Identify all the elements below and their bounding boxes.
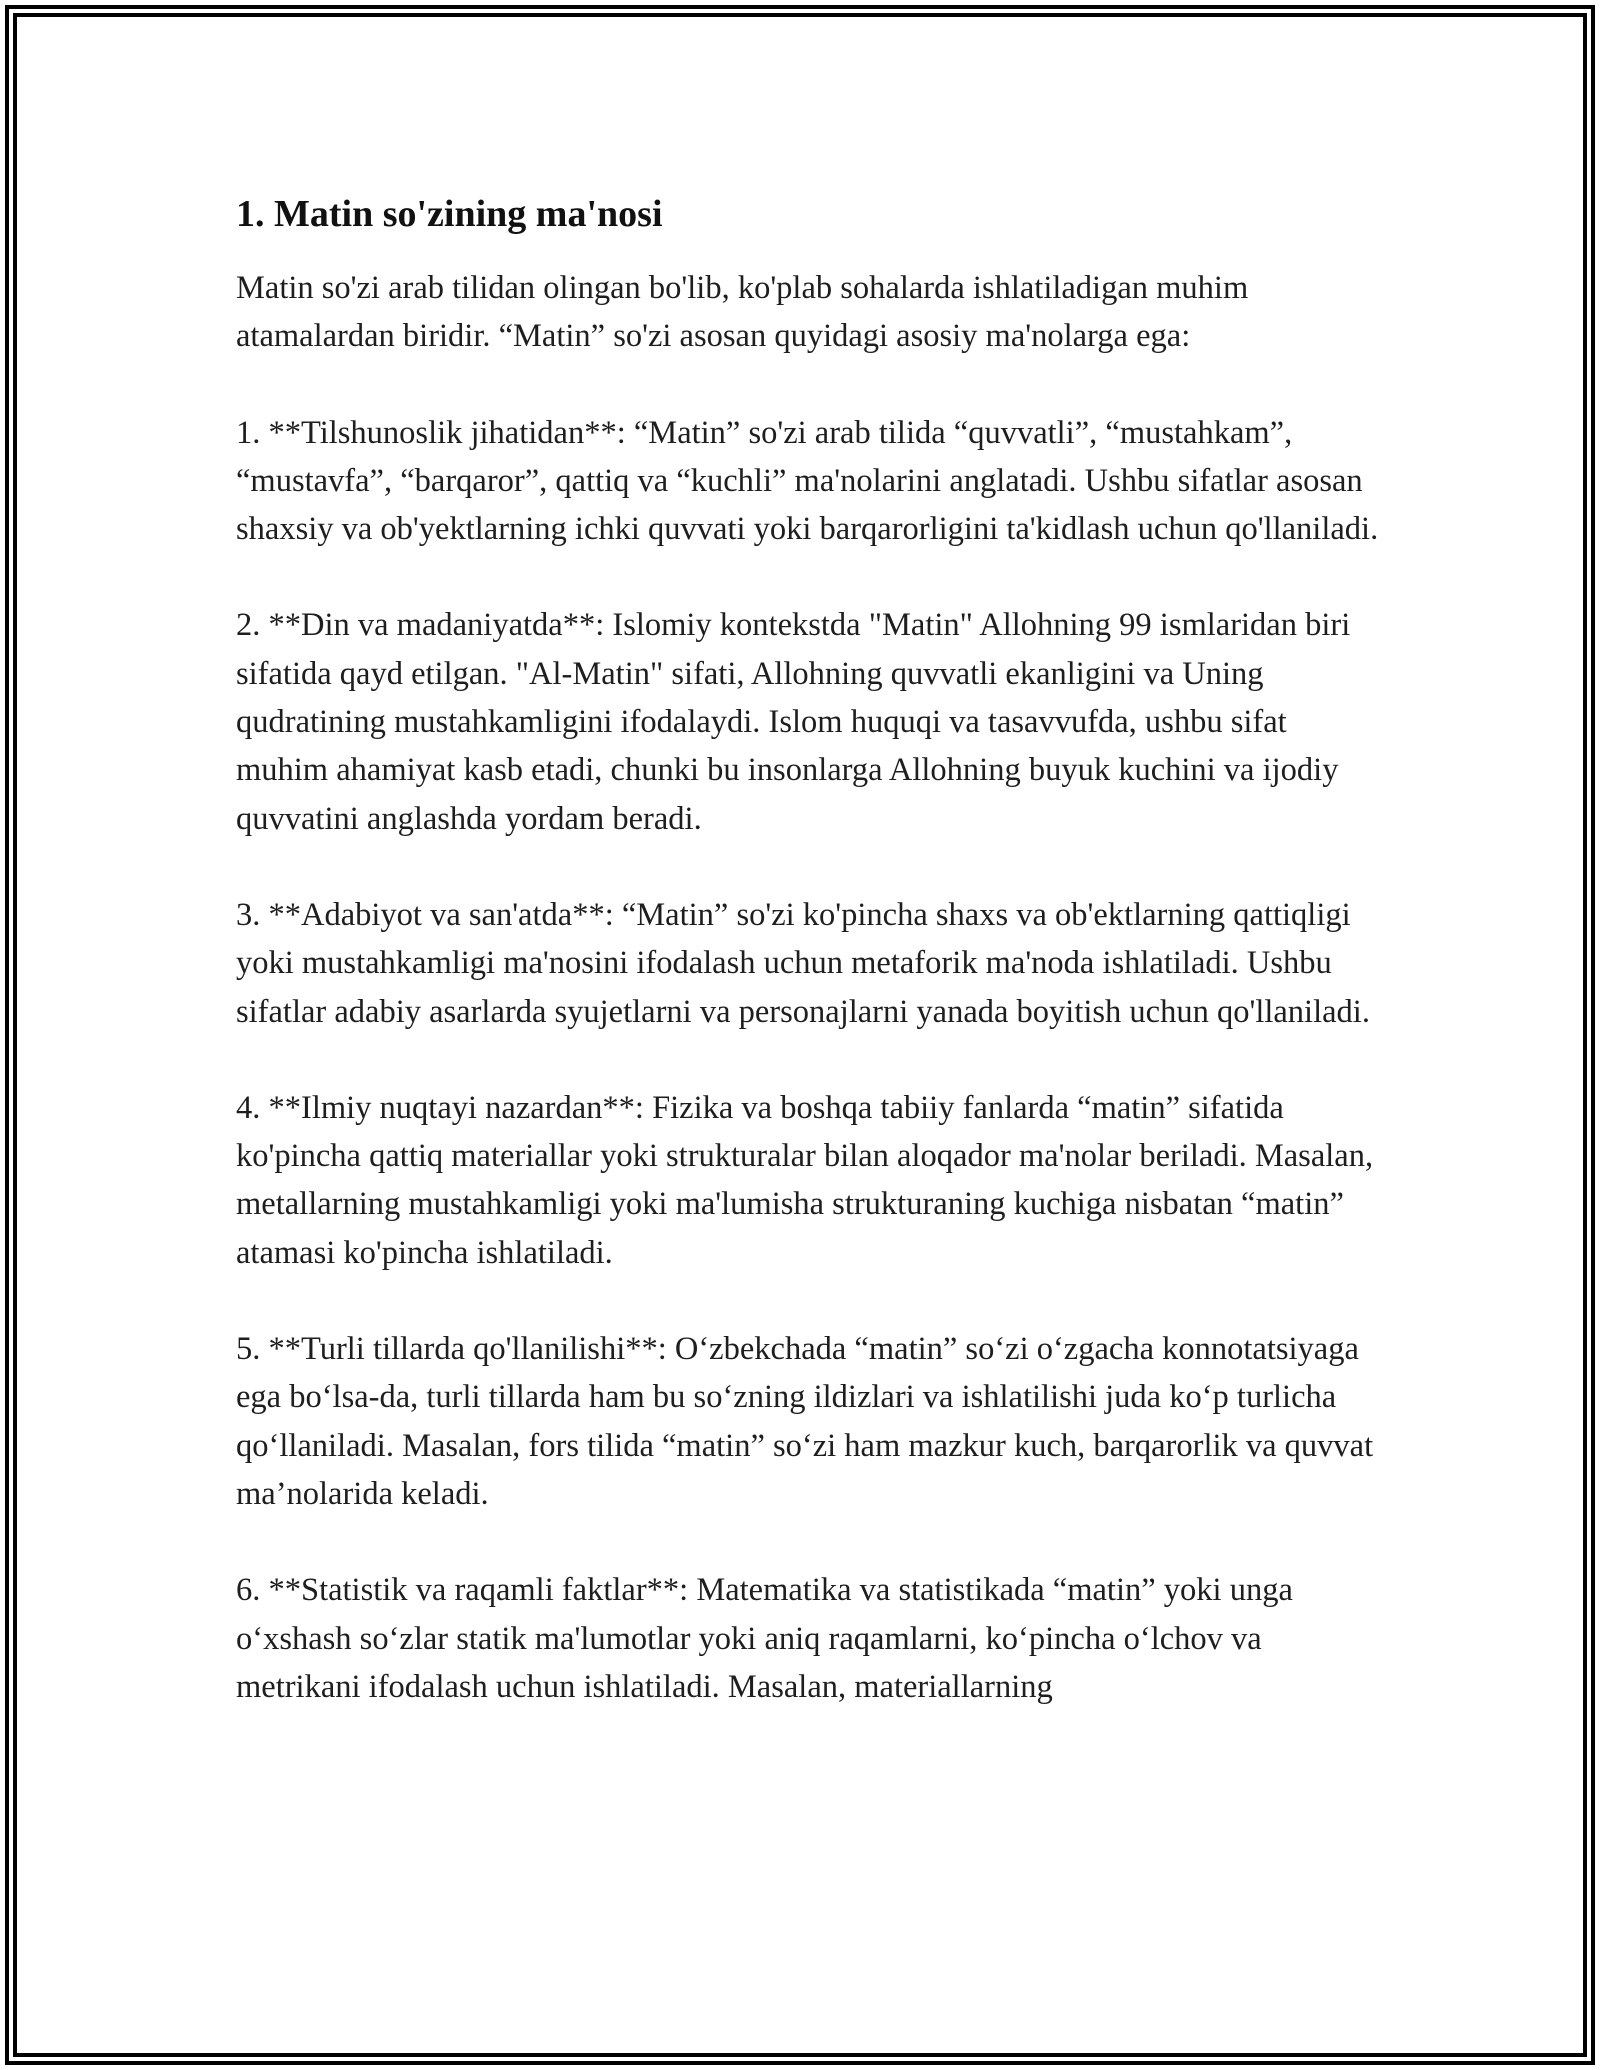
paragraph-statistics: 6. **Statistik va raqamli faktlar**: Matematika va statistikada “matin” yoki unga o‘xshash so‘zlar statik ma'lumotlar yoki aniq raqamlarni, ko‘pincha o‘lchov va metrikani ifodalash uchun ishlatiladi. Masalan, materiallarning xyxy=(236,1572,1293,1705)
paragraph-other-languages: 5. **Turli tillarda qo'llanilishi**: O‘zbekchada “matin” so‘zi o‘zgacha konnotatsiyaga ega bo‘lsa-da, turli tillarda ham bu so‘zning ildizlari va ishlatilishi juda ko‘p turlicha qo‘llaniladi. Masalan, fors tilida “matin” so‘zi ham mazkur kuch, barqarorlik va quvvat ma’nolarida keladi. xyxy=(236,1331,1374,1512)
paragraph-literature-art: 3. **Adabiyot va san'atda**: “Matin” so'zi ko'pincha shaxs va ob'ektlarning qattiqligi yoki mustahkamligi ma'nosini ifodalash uchun metaforik ma'noda ishlatiladi. Ushbu sifatlar adabiy asarlarda syujetlarni va personajlarni yanada boyitish uchun qo'llaniladi. xyxy=(236,896,1370,1030)
intro-paragraph: Matin so'zi arab tilidan olingan bo'lib, ko'plab sohalarda ishlatiladigan muhim atamalardan biridir. “Matin” so'zi asosan quyidagi asosiy ma'nolarga ega: xyxy=(236,270,1249,355)
paragraph-linguistics: 1. **Tilshunoslik jihatidan**: “Matin” so'zi arab tilida “quvvatli”, “mustahkam”, “mustavfa”, “barqaror”, qattiq va “kuchli” ma'nolarini anglatadi. Ushbu sifatlar asosan shaxsiy va ob'yektlarning ichki quvvati yoki barqarorligini ta'kidlash uchun qo'llaniladi. xyxy=(236,414,1379,548)
document-body xyxy=(236,188,1386,1711)
paragraph-scientific: 4. **Ilmiy nuqtayi nazardan**: Fizika va boshqa tabiiy fanlarda “matin” sifatida ko'pincha qattiq materiallar yoki strukturalar bilan aloqador ma'nolar beriladi. Masalan, metallarning mustahkamligi yoki ma'lumisha strukturaning kuchiga nisbatan “matin” atamasi ko'pincha ishlatiladi. xyxy=(236,1089,1374,1271)
paragraph-religion-culture: 2. **Din va madaniyatda**: Islomiy kontekstda "Matin" Allohning 99 ismlaridan biri sifatida qayd etilgan. "Al-Matin" sifati, Allohning quvvatli ekanligini va Uning qudratining mustahkamligini ifodalaydi. Islom huquqi va tasavvufda, ushbu sifat muhim ahamiyat kasb etadi, chunki bu insonlarga Allohning buyuk kuchini va ijodiy quvvatini anglashda yordam beradi. xyxy=(236,607,1351,837)
document-title: 1. Matin so'zining ma'nosi xyxy=(236,193,663,235)
